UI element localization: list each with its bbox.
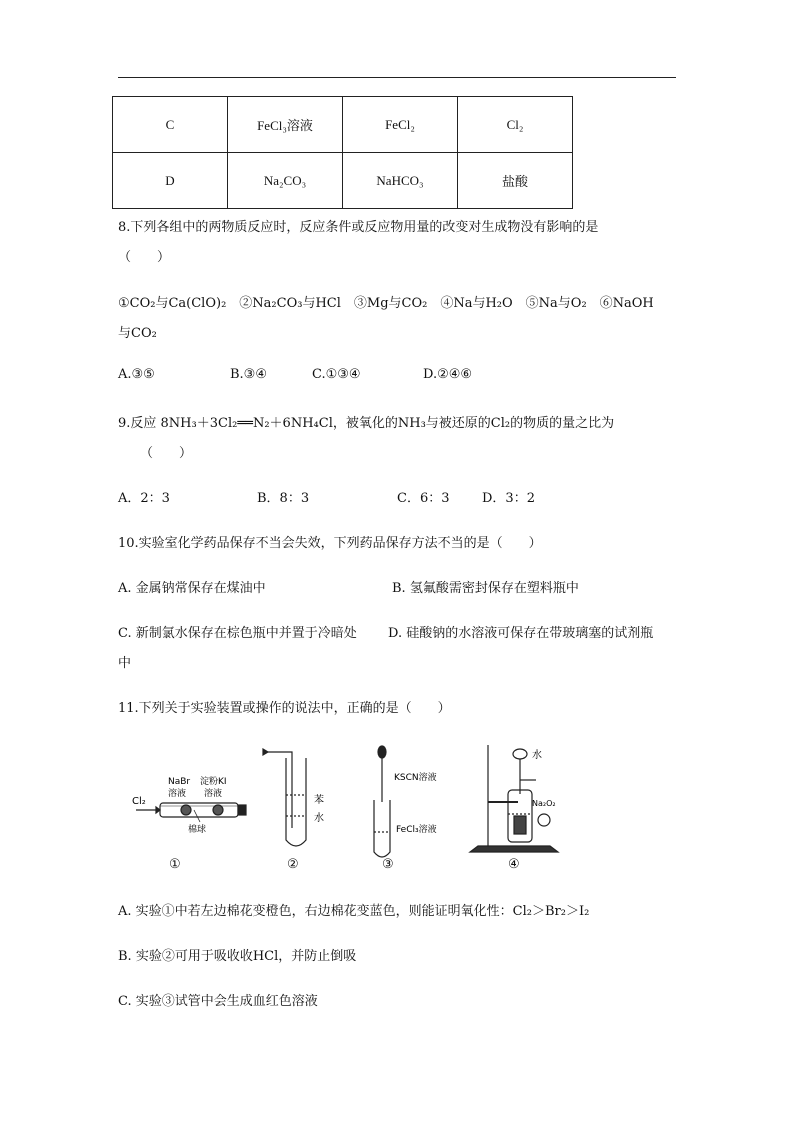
fig1-nabr-solution-label: 溶液: [168, 789, 187, 799]
fig1-nabr-label: NaBr: [168, 777, 191, 787]
table-row: [113, 153, 573, 209]
q10-option-d: D. 硅酸钠的水溶液可保存在带玻璃塞的试剂瓶: [388, 626, 654, 641]
apparatus-figures: [118, 740, 678, 880]
q9-blank: （ ）: [140, 446, 193, 461]
q8-blank: （ ）: [118, 250, 171, 265]
q9-option-b: B．8：3: [257, 491, 310, 506]
q8-items-line2: 与CO₂: [118, 326, 157, 341]
options-table: [112, 96, 573, 209]
figure-1-tube: [136, 803, 246, 822]
table-cell: FeCl₃溶液: [228, 97, 343, 153]
fig4-water-label: 水: [532, 750, 542, 761]
table-cell: D: [113, 153, 228, 209]
q10-stem: 10.实验室化学药品保存不当会失效，下列药品保存方法不当的是（ ）: [118, 536, 542, 551]
fig2-water-label: 水: [314, 813, 324, 824]
q11-stem: 11.下列关于实验装置或操作的说法中，正确的是（ ）: [118, 701, 451, 716]
q8-option-a: A.③⑤: [118, 367, 155, 382]
q11-option-b: B. 实验②可用于吸收收HCl，并防止倒吸: [118, 949, 357, 964]
q9-stem: 9.反应 8NH₃＋3Cl₂══N₂＋6NH₄Cl，被氧化的NH₃与被还原的Cl₂的物质的量之比为: [118, 416, 615, 431]
table-cell: NaHCO₃: [343, 153, 458, 209]
fig2-benzene-label: 苯: [314, 795, 324, 806]
figure-2-tube: [263, 749, 306, 846]
fig1-ki-solution-label: 溶液: [204, 789, 223, 799]
q10-option-b: B. 氢氟酸需密封保存在塑料瓶中: [392, 581, 579, 596]
cotton-ball-right: [213, 805, 223, 815]
q8-items-line1: ①CO₂与Ca(ClO)₂ ②Na₂CO₃与HCl ③Mg与CO₂ ④Na与H₂O ⑤Na与O₂ ⑥NaOH: [118, 296, 654, 311]
q9-option-a: A．2：3: [118, 491, 170, 506]
table-cell: Na₂CO₃: [228, 153, 343, 209]
table-cell: Cl₂: [458, 97, 573, 153]
fig1-cl2-label: Cl₂: [132, 796, 146, 807]
table-cell: FeCl₂: [343, 97, 458, 153]
q11-option-c: C. 实验③试管中会生成血红色溶液: [118, 994, 318, 1009]
fig1-cotton-label: 棉球: [188, 825, 207, 835]
q11-option-a: A. 实验①中若左边棉花变橙色，右边棉花变蓝色，则能证明氧化性：Cl₂＞Br₂＞I₂: [118, 904, 590, 919]
table-cell: 盐酸: [458, 153, 573, 209]
fig4-na2o2-label: Na₂O₂: [532, 799, 556, 808]
q9-option-d: D．3：2: [482, 491, 535, 506]
fig1-ki-label: 淀粉KI: [200, 777, 227, 787]
q8-stem: 8.下列各组中的两物质反应时，反应条件或反应物用量的改变对生成物没有影响的是: [118, 220, 599, 235]
q10-option-d-cont: 中: [118, 656, 132, 671]
header-rule: [118, 77, 676, 78]
q8-option-d: D.②④⑥: [423, 367, 473, 382]
q10-option-c: C. 新制氯水保存在棕色瓶中并置于冷暗处: [118, 626, 357, 641]
q9-option-c: C．6：3: [397, 491, 450, 506]
q8-option-b: B.③④: [230, 367, 267, 382]
fig4-number: ④: [508, 857, 520, 872]
fig3-fecl3-label: FeCl₃溶液: [396, 825, 437, 835]
table-cell: C: [113, 97, 228, 153]
fig3-number: ③: [382, 857, 394, 872]
figure-3-tube: [374, 746, 390, 857]
table-row: [113, 97, 573, 153]
fig3-kscn-label: KSCN溶液: [394, 773, 437, 783]
fig2-number: ②: [287, 857, 299, 872]
fig1-number: ①: [169, 857, 181, 872]
cotton-ball-left: [181, 805, 191, 815]
q8-option-c: C.①③④: [312, 367, 361, 382]
q10-option-a: A. 金属钠常保存在煤油中: [118, 581, 266, 596]
